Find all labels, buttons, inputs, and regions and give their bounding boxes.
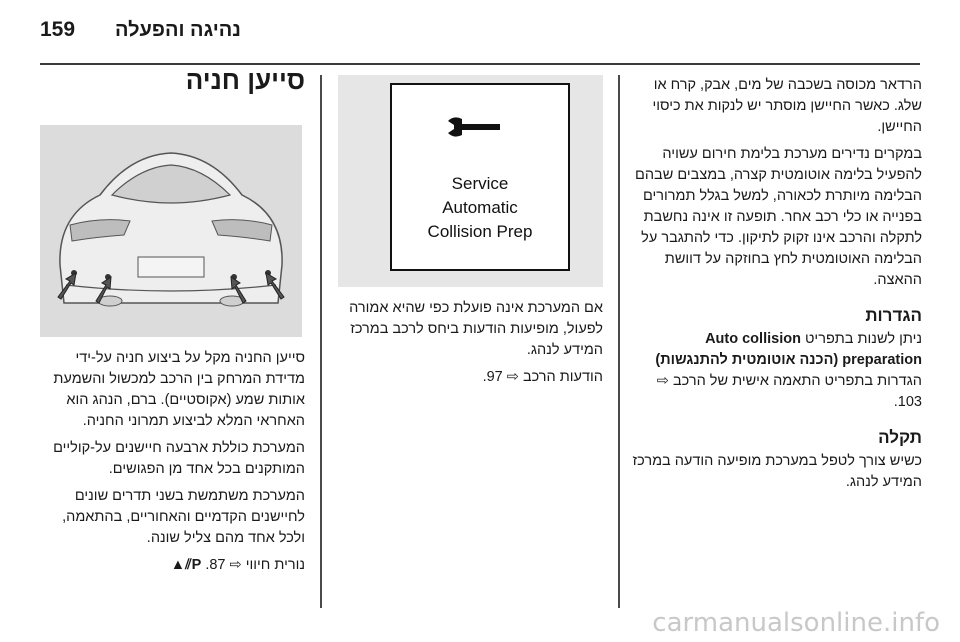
radar-para: הרדאר מכוסה בשכבה של מים, אבק, קרח או שלג. כאשר החיישן מוסתר יש לנקות את כיסוי החיישן. bbox=[652, 77, 922, 135]
column-divider-right bbox=[618, 75, 620, 608]
parking-assist-para-3: המערכת משתמשת בשני תדרים שונים לחיישנים הקדמיים והאחוריים, בהתאמה, ולכל אחד מהם צליל שונה. bbox=[62, 488, 305, 546]
settings-para bbox=[632, 329, 922, 413]
parking-assist-para-1: סייען החניה מקל על ביצוע חניה על-ידי מדידת המרחק בין הרכב למכשול והשמעת אותות שמע (אקוסטיים). ברם, הנהג הוא האחראי המלא לביצוע תמרוני החניה. bbox=[53, 350, 305, 429]
middle-column-text bbox=[338, 298, 603, 394]
indicator-ref-text: נורית חיווי ⇨ 87. bbox=[205, 557, 305, 573]
right-column bbox=[632, 75, 922, 499]
settings-heading: הגדרות bbox=[865, 306, 922, 325]
left-column bbox=[40, 65, 305, 95]
page-number: 159 bbox=[40, 18, 76, 41]
section-title: סייען חניה bbox=[185, 65, 305, 95]
fault-heading: תקלה bbox=[878, 428, 922, 447]
braking-para: במקרים נדירים מערכת בלימת חירום עשויה להפעיל בלימה אוטומטית קצרה, במצבים שבהם הבלימה מיותרת לכאורה, למשל בגלל תמרורים בפנייה או כלי רכב אחר. תופעה זו אינה נחשבת לתקלה והרכב אינו זקוק לתיקון. כדי להתגבר על הבלימה האוטומטית לחץ בחוזקה על דוושת ההאצה. bbox=[635, 146, 922, 288]
vehicle-messages-reference: הודעות הרכב ⇨ 97. bbox=[482, 369, 603, 385]
dic-message-illustration bbox=[338, 75, 603, 287]
page-title: נהיגה והפעלה bbox=[115, 19, 241, 41]
wrench-icon bbox=[444, 115, 504, 139]
system-fault-para: אם המערכת אינה פועלת כפי שהיא אמורה לפעול, מופיעות הודעות ביחס לרכב במרכז המידע לנהג. bbox=[349, 300, 603, 358]
fault-para: כשיש צורך לטפל במערכת מופיעה הודעה במרכז המידע לנהג. bbox=[632, 453, 922, 490]
sign-line-3: Collision Prep bbox=[427, 222, 533, 241]
indicator-reference bbox=[40, 555, 305, 576]
column-divider-left bbox=[320, 75, 322, 608]
settings-menu-name: Auto collision preparation (הכנה אוטומטית bbox=[705, 331, 922, 368]
settings-post: הגדרות בתפריט התאמה אישית של הרכב ⇨ 103. bbox=[656, 373, 922, 410]
sign-line-2: Automatic bbox=[442, 198, 518, 217]
car-rear-icon bbox=[40, 125, 302, 337]
header-divider bbox=[40, 63, 920, 65]
settings-menu-name-end: להתנגשות) bbox=[655, 352, 728, 368]
parking-assist-para-2: המערכת כוללת ארבעה חיישנים על-קוליים המותקנים בכל אחד מן הפגושים. bbox=[53, 440, 305, 477]
watermark: carmanualsonline.info bbox=[652, 608, 940, 638]
sign-line-1: Service bbox=[451, 174, 509, 193]
service-message-panel bbox=[390, 83, 570, 271]
parking-indicator-icon: P⫽▲ bbox=[170, 557, 202, 573]
car-rear-illustration bbox=[40, 125, 302, 337]
settings-pre: ניתן לשנות בתפריט bbox=[804, 331, 922, 347]
left-column-text bbox=[40, 348, 305, 582]
page-header bbox=[0, 0, 960, 60]
